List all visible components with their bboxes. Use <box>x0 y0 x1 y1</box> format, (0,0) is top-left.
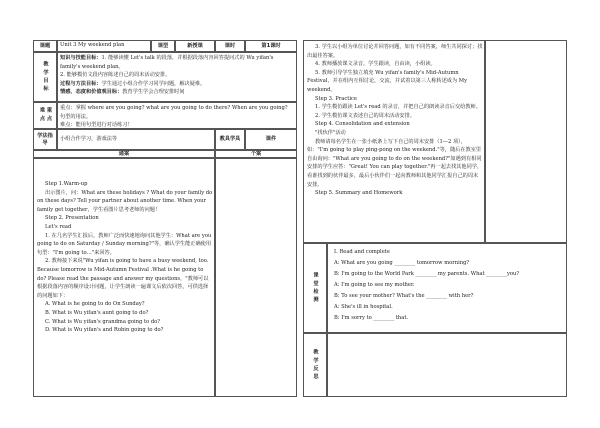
right-para: 1. 学生模仿跟读 Let's read 的录音，并把自己的朗读录音后交给教师。 <box>315 104 481 111</box>
right-para: 教师请每名学生在一张小纸条上写下自己的周末安排（1—2 项），如："I'm going to play ping-pong on the weekend."等，随后在教室里自由询问："What are you going to do on the weekend?"如遇到有相同安排的学生应答："Great! You can play together."再一起去找其他同学，看谁找到的伙伴最多，最后小伙伴们一起向教师和其他同学汇报自己的周末安排。 <box>307 138 483 188</box>
knowledge-title: 知识与技能目标： <box>60 55 102 61</box>
detection-item: A: I'm going to see my mother. <box>334 282 415 288</box>
objectives-label: 教学目标 <box>33 52 57 102</box>
right-para: 5. 教师引导学生独立填充 Wu yifan's family's Mid-Autumn Festival，并在组内互相讨论，交流，并试着以第三人称转述成为 My weekend。 <box>307 69 468 93</box>
left-para: 2. 教师接下来说"Wu yifan is going to have a busy weekend, too. Because tomorrow is Mid-Autumn Festival .What is he going to do? Please read the passage and answer my questions，"教师可以根据段落内容的顺序设计问题，让学生朗读一遍课文后依次回答，可供选择的问题如下： <box>37 258 209 299</box>
method-text: 小组合作学习，游戏法等 <box>57 129 215 150</box>
detection-item: B: I'm going to the World Park ________ my parents. What ________you? <box>334 271 520 277</box>
detection-item: A: What are you going ________ tomorrow morning? <box>334 260 470 266</box>
right-para: 4. 教师播放课文录音，学生跟读，自由读，小组读。 <box>315 61 436 68</box>
right-process-personal <box>485 40 567 243</box>
left-para: Let's read <box>45 223 72 230</box>
keypoints-content <box>57 102 297 129</box>
reflection-content <box>327 333 567 397</box>
left-question: A. What is he going to do On Sunday? <box>45 301 145 308</box>
detection-item: I. Read and complete <box>334 249 390 255</box>
knowledge-text: 1. 能够读懂 Let's talk 的段落，并根据段落内容回答提问式的 Wu yifan's family's weekend plan。 <box>60 55 274 70</box>
type-value: 新授课 <box>175 40 215 52</box>
right-para: Step 3. Practice <box>315 95 357 102</box>
right-para: "找伙伴"活动 <box>315 129 346 136</box>
common-plan-header: 通案 <box>33 150 215 158</box>
objectives-content <box>57 52 297 102</box>
period-label: 课时 <box>215 40 245 52</box>
keypoints-label: 重点难点 <box>33 102 57 129</box>
emotion-title: 情感、态度和价值观目标： <box>60 89 123 95</box>
knowledge-text-2: 2. 能够模仿文段内容陈述自己的周末活动安排。 <box>60 72 171 78</box>
key-point: 重点：掌握 where are you going? what are you going to do there? When are you going? 句型的用法。 <box>60 105 288 120</box>
personal-plan-header: 个案 <box>215 150 297 158</box>
period-value: 第1课时 <box>245 40 297 52</box>
right-para: 3. 学生以小组为单位讨论并回答问题，如有不同答案，师生共同探讨；找出最佳答案。 <box>307 44 483 59</box>
left-para: 出示图片，问：What are these holidays ? What do your family do on these days? Tell your partner about another time. When your family get together，学生看图片思考老师的问题！ <box>37 189 213 213</box>
emotion-text: 教育学生学会合理安排时间 <box>122 89 185 95</box>
detection-label: 课堂检测 <box>303 243 327 333</box>
detection-item: B: To see your mother? What's the ________ with her? <box>334 293 474 299</box>
right-para: 2. 学生模仿课文表述自己的周末活动安排。 <box>315 112 415 119</box>
personal-plan-body <box>215 158 297 397</box>
detection-item: B: I'm sorry to ________ that. <box>334 315 409 321</box>
topic-value: Unit 3 My weekend plan <box>57 40 151 52</box>
type-label: 课型 <box>151 40 175 52</box>
right-para: Step 4. Consolidation and extension <box>315 121 410 128</box>
method-label: 学法指导 <box>33 129 57 150</box>
detection-item: A: She's ill in hospital. <box>334 304 393 310</box>
left-para: 1. 在几名学生汇报后，教师广泛而快速地询问其他学生：What are you going to do on Saturday / Sunday morning?"等，确认学生能正确使用句型："I'm going to…"来回答。 <box>37 232 212 256</box>
right-body-text <box>307 43 483 241</box>
aids-label: 教具学具 <box>215 129 245 150</box>
detection-content <box>327 243 567 333</box>
left-question: C. What is Wu yifan's grandma going to do? <box>45 318 161 325</box>
process-title: 过程与方法目标： <box>60 80 102 87</box>
left-para: Step 1.Warm-up <box>45 181 88 187</box>
right-para: Step 5. Summary and Homework <box>315 190 403 197</box>
process-text: 学生通过小组合作学习同学问题，解决疑难。 <box>101 80 206 87</box>
left-body-text <box>37 180 213 395</box>
left-question: B. What is Wu yifan's aunt going to do? <box>45 309 149 316</box>
aids-value: 课件 <box>245 129 297 150</box>
difficult-point: 难点：能用句型进行对话练习！ <box>60 122 133 128</box>
reflection-label: 教学反思 <box>303 333 327 397</box>
left-question: D. What is Wu yifan's and Robin going to do? <box>45 327 164 334</box>
left-para: Step 2. Presentation <box>45 215 99 222</box>
topic-label: 课题 <box>33 40 57 52</box>
